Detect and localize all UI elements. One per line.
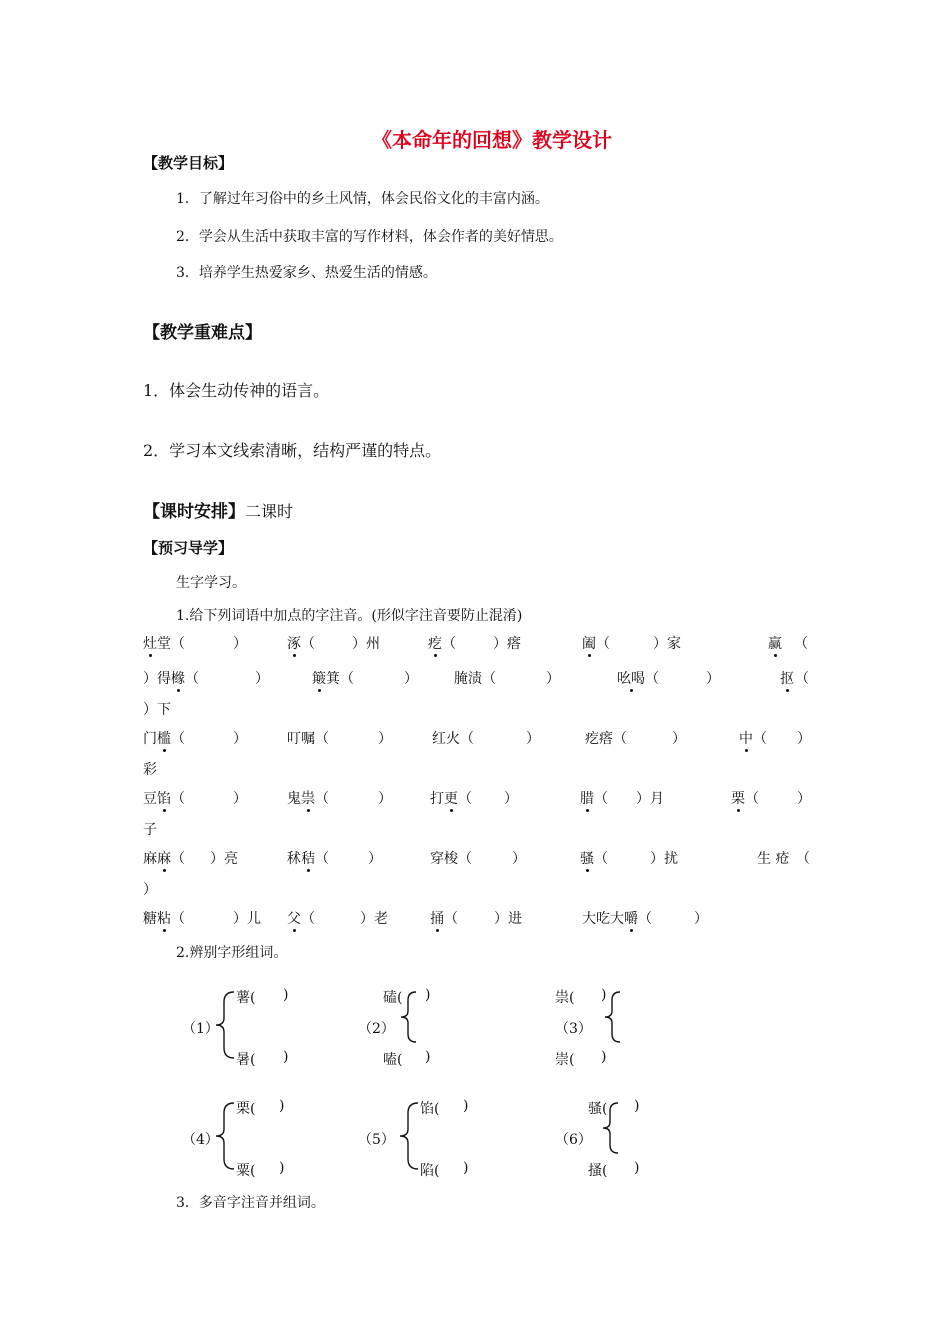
- group-number: （4）: [182, 1132, 219, 1148]
- exercise-item: 彩: [143, 762, 157, 778]
- exercise-blank: ）: [672, 731, 686, 747]
- exercise-blank: ）: [546, 671, 560, 687]
- exercise-blank: ）: [404, 671, 418, 687]
- brace-icon: [214, 1101, 238, 1171]
- exercise-item: 中（: [739, 731, 767, 747]
- group-top-close: ): [463, 1098, 469, 1114]
- exercise-blank: ）: [504, 791, 518, 807]
- exercise-blank: ）进: [494, 911, 522, 927]
- exercise-item: 骚（: [580, 851, 608, 867]
- group-top-close: ): [634, 1098, 640, 1114]
- exercise-item: ）下: [143, 702, 171, 718]
- exercise-item: 大吃大嚼（: [582, 911, 652, 927]
- schedule-value: 二课时: [245, 502, 294, 521]
- exercise-item: 父（: [287, 911, 315, 927]
- exercise-blank: ）瘩: [493, 636, 521, 652]
- exercise-blank: ）亮: [210, 851, 238, 867]
- exercise-item: 生 疮: [757, 851, 790, 867]
- group-number: （1）: [182, 1021, 219, 1037]
- exercise-item: 穿梭（: [430, 851, 472, 867]
- exercise-blank: ）老: [360, 911, 388, 927]
- exercise-item: 栗（: [731, 791, 759, 807]
- group-bottom-word: 搔(: [588, 1163, 608, 1179]
- goal-item: 2．学会从生活中获取丰富的写作材料，体会作者的美好情思。: [176, 229, 563, 245]
- exercise-item: 麻麻（: [143, 851, 185, 867]
- group-top-close: ): [283, 987, 289, 1003]
- exercise-item: 阖（: [582, 636, 610, 652]
- group-bottom-close: ): [601, 1049, 607, 1065]
- exercise-blank: ）: [233, 791, 247, 807]
- exercise-item: 疙（: [428, 636, 456, 652]
- exercise-item: 腊（: [580, 791, 608, 807]
- exercise-blank: ）: [797, 791, 811, 807]
- question-1: 1.给下列词语中加点的字注音。(形似字注音要防止混淆): [176, 608, 523, 624]
- exercise-item: 涿（: [287, 636, 315, 652]
- group-bottom-close: ): [425, 1049, 431, 1065]
- exercise-blank: ）: [255, 671, 269, 687]
- schedule-line: [143, 497, 293, 522]
- group-top-word: 栗(: [236, 1101, 256, 1117]
- schedule-heading: 【课时安排】: [143, 502, 245, 522]
- exercise-blank: ）儿: [233, 911, 261, 927]
- exercise-item: 子: [143, 822, 157, 838]
- exercise-item: 秫秸（: [287, 851, 329, 867]
- exercise-item: 糖粘（: [143, 911, 185, 927]
- exercise-blank: ）: [233, 731, 247, 747]
- exercise-blank: ）: [694, 911, 708, 927]
- exercise-item: 门槛（: [143, 731, 185, 747]
- question-2: 2.辨别字形组词。: [176, 945, 288, 961]
- exercise-blank: ）: [378, 731, 392, 747]
- exercise-item: 红火（: [432, 731, 474, 747]
- group-bottom-word: 粟(: [236, 1163, 256, 1179]
- keypoint-item: 1．体会生动传神的语言。: [143, 381, 330, 400]
- group-top-word: 馅(: [420, 1101, 440, 1117]
- exercise-item: 疙瘩（: [585, 731, 627, 747]
- preview-intro: 生字学习。: [176, 575, 246, 591]
- group-bottom-word: 陷(: [420, 1163, 440, 1179]
- exercise-blank: ）州: [352, 636, 380, 652]
- exercise-blank: ）扰: [650, 851, 678, 867]
- exercise-blank: （: [795, 671, 809, 687]
- group-bottom-close: ): [279, 1160, 285, 1176]
- exercise-item: 豆馅（: [143, 791, 185, 807]
- exercise-item: 捅（: [430, 911, 458, 927]
- keypoints-heading: 【教学重难点】: [143, 323, 262, 343]
- goal-item: 3．培养学生热爱家乡、热爱生活的情感。: [176, 265, 437, 281]
- keypoint-item: 2．学习本文线索清晰，结构严谨的特点。: [143, 441, 442, 460]
- exercise-blank: ）: [368, 851, 382, 867]
- exercise-item: 叮嘱（: [287, 731, 329, 747]
- group-top-word: 磕(: [383, 990, 403, 1006]
- exercise-blank: ）: [706, 671, 720, 687]
- group-bottom-close: ): [283, 1049, 289, 1065]
- exercise-blank: ）: [378, 791, 392, 807]
- brace-icon: [398, 1101, 422, 1171]
- exercise-blank: （: [796, 851, 810, 867]
- goals-heading: 【教学目标】: [143, 154, 234, 172]
- group-number: （2）: [358, 1021, 395, 1037]
- group-bottom-word: 暑(: [236, 1052, 256, 1068]
- group-bottom-close: ): [463, 1160, 469, 1176]
- preview-heading: 【预习导学】: [143, 539, 234, 557]
- group-top-word: 祟(: [555, 990, 575, 1006]
- exercise-item: 赢: [768, 636, 782, 652]
- brace-icon: [214, 990, 238, 1060]
- group-number: （5）: [358, 1132, 395, 1148]
- group-top-close: ): [601, 987, 607, 1003]
- document-title: 《本命年的回想》教学设计: [372, 128, 612, 152]
- group-bottom-word: 嗑(: [383, 1052, 403, 1068]
- exercise-blank: ）: [797, 731, 811, 747]
- exercise-blank: ）: [526, 731, 540, 747]
- exercise-item: 簸箕（: [312, 671, 354, 687]
- exercise-item: 灶堂（: [143, 636, 185, 652]
- group-bottom-close: ): [634, 1160, 640, 1176]
- exercise-item: ）: [143, 882, 157, 898]
- group-bottom-word: 崇(: [555, 1052, 575, 1068]
- group-top-close: ): [425, 987, 431, 1003]
- exercise-item: 抠: [780, 671, 794, 687]
- group-number: （3）: [555, 1021, 592, 1037]
- exercise-item: 吆喝（: [617, 671, 659, 687]
- exercise-blank: ）: [233, 636, 247, 652]
- goal-item: 1．了解过年习俗中的乡土风情，体会民俗文化的丰富内涵。: [176, 191, 549, 207]
- group-top-close: ): [279, 1098, 285, 1114]
- exercise-item: 鬼祟（: [287, 791, 329, 807]
- question-3: 3．多音字注音并组词。: [176, 1195, 325, 1211]
- exercise-blank: ）家: [653, 636, 681, 652]
- exercise-blank: ）: [512, 851, 526, 867]
- group-top-word: 薯(: [236, 990, 256, 1006]
- group-number: （6）: [555, 1132, 592, 1148]
- exercise-item: 打更（: [430, 791, 472, 807]
- exercise-item: 腌渍（: [454, 671, 496, 687]
- exercise-item: ）得橼（: [143, 671, 199, 687]
- exercise-blank: ）月: [636, 791, 664, 807]
- exercise-blank: （: [794, 636, 808, 652]
- group-top-word: 骚(: [588, 1101, 608, 1117]
